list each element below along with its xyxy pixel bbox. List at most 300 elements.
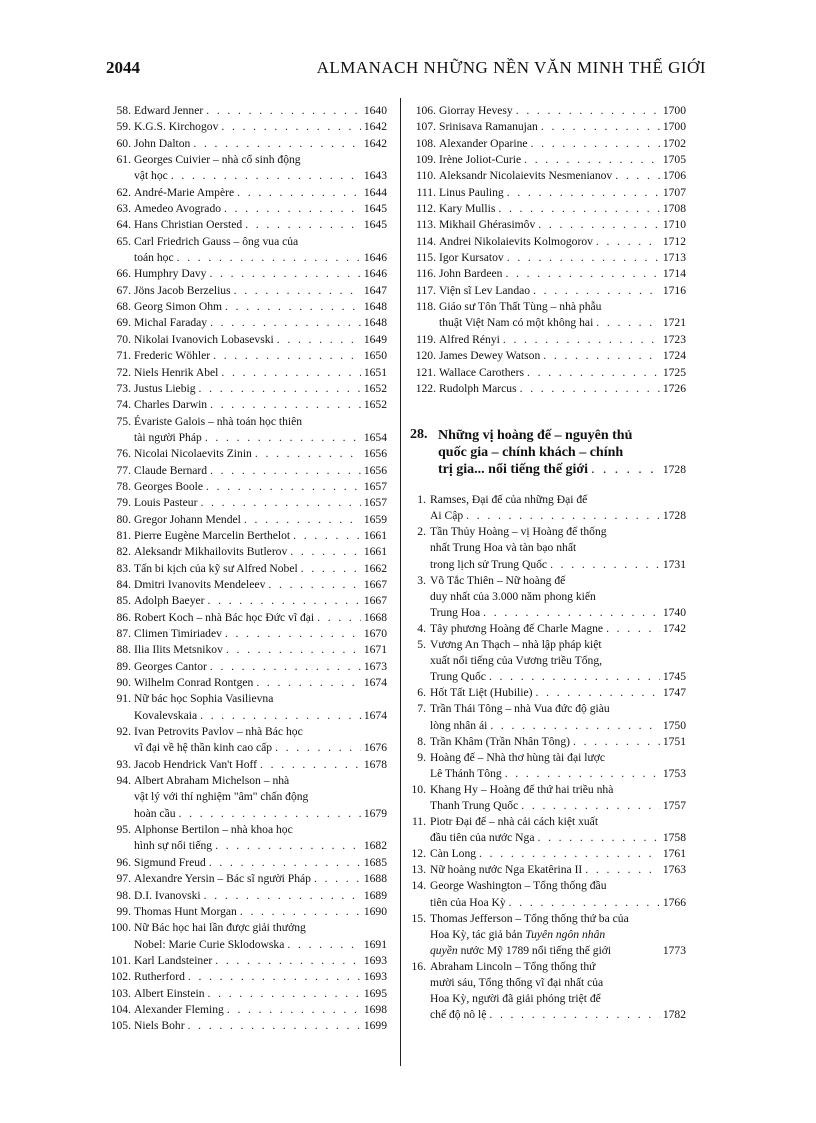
- dot-leader: [260, 757, 361, 773]
- entry-body: [134, 757, 387, 773]
- entry-line: [134, 479, 387, 495]
- page-ref: 1693: [363, 970, 387, 984]
- entry-line: [430, 557, 686, 573]
- entry-title: Niels Bohr: [134, 1019, 185, 1033]
- dot-leader: [188, 969, 361, 985]
- entry-title: Jacob Hendrick Van't Hoff: [134, 757, 258, 771]
- entry-line: [134, 1002, 387, 1018]
- page-ref: 1714: [662, 267, 686, 281]
- toc-entry: [410, 750, 686, 782]
- toc-entry: [109, 642, 387, 658]
- entry-number: 80.: [116, 512, 131, 526]
- toc-entry: [410, 332, 686, 348]
- entry-title: Nữ Bác học hai lần được giải thưởng: [134, 921, 306, 935]
- entry-number: 62.: [116, 185, 131, 199]
- entry-line: [134, 838, 387, 854]
- dot-leader: [490, 718, 660, 734]
- entry-line: [134, 675, 387, 691]
- toc-entry: [109, 234, 387, 267]
- dot-leader: [209, 855, 361, 871]
- toc-entry: [109, 348, 387, 364]
- page-ref: 1707: [662, 185, 686, 199]
- page-ref: 1647: [363, 283, 387, 297]
- entry-title: Hoàng đế – Nhà thơ hùng tài đại lược: [430, 750, 606, 764]
- entry-line: [439, 315, 686, 331]
- toc-entry: [410, 621, 686, 637]
- dot-leader: [520, 381, 660, 397]
- entry-title: lòng nhân ái: [430, 718, 488, 732]
- toc-entry: [109, 266, 387, 282]
- dot-leader: [244, 512, 361, 528]
- entry-number: 79.: [116, 496, 131, 510]
- toc-entry: [410, 299, 686, 332]
- dot-leader: [275, 740, 361, 756]
- page-ref: 1640: [363, 104, 387, 117]
- entry-line: [439, 217, 686, 233]
- page-ref: 1648: [363, 316, 387, 330]
- entry-title: Humphry Davy: [134, 267, 207, 281]
- entry-line: [134, 871, 387, 887]
- toc-entry: [410, 119, 686, 135]
- entry-body: [430, 701, 686, 733]
- entry-line: [439, 234, 686, 250]
- entry-line: [134, 381, 387, 397]
- dot-leader: [543, 348, 660, 364]
- section-title: [438, 427, 686, 478]
- dot-leader: [177, 250, 361, 266]
- entry-title: Võ Tắc Thiên – Nữ hoàng đế: [430, 573, 566, 587]
- entry-body: [134, 675, 387, 691]
- entry-title: Aleksandr Nicolaievits Nesmenianov: [439, 169, 613, 183]
- entry-body: [134, 365, 387, 381]
- entry-title: Nikolai Ivanovich Lobasevski: [134, 332, 274, 346]
- entry-body: [430, 750, 686, 782]
- dot-leader: [215, 838, 361, 854]
- entry-body: [134, 528, 387, 544]
- page-ref: 1651: [363, 365, 387, 379]
- entry-line: [430, 524, 686, 540]
- entry-line: [134, 234, 387, 250]
- entry-body: [134, 283, 387, 299]
- entry-title: K.G.S. Kirchogov: [134, 120, 219, 134]
- entry-number: 67.: [116, 283, 131, 297]
- entry-title: Nobel: Marie Curie Sklodowska: [134, 937, 285, 951]
- entry-line: [430, 508, 686, 524]
- page-ref: 1650: [363, 349, 387, 363]
- entry-number: 58.: [116, 104, 131, 117]
- entry-number: 115.: [416, 251, 436, 265]
- entry-title: vật lý với thí nghiệm "âm" chấn động: [134, 790, 309, 804]
- left-column: [109, 103, 387, 1035]
- entry-body: [439, 119, 686, 135]
- toc-entry: [410, 234, 686, 250]
- toc-entry: [109, 1002, 387, 1018]
- entry-line: [430, 540, 686, 556]
- page-ref: 1673: [363, 659, 387, 673]
- entry-body: [430, 959, 686, 1023]
- page-ref: 1705: [662, 153, 686, 167]
- entry-body: [430, 685, 686, 701]
- entry-line: [134, 577, 387, 593]
- entry-number: 60.: [116, 136, 131, 150]
- entry-body: [134, 953, 387, 969]
- dot-leader: [240, 904, 361, 920]
- entry-body: [134, 512, 387, 528]
- entry-body: [430, 492, 686, 524]
- toc-entry: [109, 659, 387, 675]
- toc-entry: [410, 911, 686, 959]
- dot-leader: [483, 605, 660, 621]
- entry-line: [134, 512, 387, 528]
- entry-title: Nữ bác học Sophia Vasilievna: [134, 692, 274, 706]
- entry-title: Rudolph Marcus: [439, 381, 517, 395]
- page-ref: 1674: [363, 676, 387, 690]
- dot-leader: [215, 953, 361, 969]
- dot-leader: [208, 593, 361, 609]
- entry-title: Kary Mullis: [439, 202, 496, 216]
- entry-line: [134, 185, 387, 201]
- toc-entry: [109, 463, 387, 479]
- entry-number: 95.: [116, 823, 131, 837]
- entry-body: [439, 234, 686, 250]
- dot-leader: [507, 185, 660, 201]
- entry-number: 109.: [415, 153, 436, 167]
- entry-title: Trung Hoa: [430, 605, 481, 619]
- toc-entry: [109, 103, 387, 119]
- toc-entry: [109, 593, 387, 609]
- toc-entry: [109, 871, 387, 887]
- page-ref: 1656: [363, 463, 387, 477]
- entry-title: Hans Christian Oersted: [134, 218, 243, 232]
- toc-entry: [109, 479, 387, 495]
- entry-line: [134, 593, 387, 609]
- dot-leader: [503, 332, 660, 348]
- toc-entry: [410, 201, 686, 217]
- entry-title: Albert Einstein: [134, 986, 205, 1000]
- entry-title: Abraham Lincoln – Tổng thống thứ: [430, 959, 596, 973]
- page-ref: 1656: [363, 447, 387, 461]
- toc-entry: [410, 814, 686, 846]
- entry-title: toán học: [134, 251, 174, 265]
- entry-number: 10.: [411, 782, 426, 796]
- entry-line: [134, 773, 387, 789]
- entry-title: Trần Khâm (Trần Nhân Tông): [430, 734, 570, 748]
- toc-entry: [410, 348, 686, 364]
- page-ref: 1728: [662, 509, 686, 523]
- entry-title: mười sáu, Tổng thống vĩ đại nhất của: [430, 976, 604, 989]
- section-title-text: quốc gia – chính khách – chính: [438, 445, 624, 461]
- entry-line: [430, 927, 686, 943]
- entry-line: [134, 789, 387, 805]
- entry-title: Thanh Trung Quốc: [430, 798, 519, 812]
- entry-body: [439, 381, 686, 397]
- entry-body: [134, 642, 387, 658]
- entry-title: Tấn bi kịch của kỹ sư Alfred Nobel: [134, 561, 298, 575]
- page-ref: 1706: [662, 169, 686, 183]
- entry-line: [134, 561, 387, 577]
- entry-line: [134, 953, 387, 969]
- entry-title: nhất Trung Hoa và tàn bạo nhất: [430, 541, 577, 555]
- entry-number: 98.: [116, 888, 131, 902]
- entry-title: tài người Pháp: [134, 430, 202, 444]
- entry-number: 3.: [417, 573, 426, 587]
- dot-leader: [596, 315, 660, 331]
- entry-body: [134, 332, 387, 348]
- page-ref: 1661: [363, 545, 387, 559]
- toc-entry: [109, 512, 387, 528]
- entry-title: Càn Long: [430, 847, 477, 861]
- entry-line: [439, 250, 686, 266]
- entry-line: [439, 332, 686, 348]
- entry-line: [134, 217, 387, 233]
- page-ref: 1690: [363, 904, 387, 918]
- page-ref: 1713: [662, 251, 686, 265]
- right-column-list: [410, 103, 686, 397]
- dot-leader: [615, 168, 660, 184]
- entry-number: 74.: [116, 398, 131, 412]
- entry-number: 121.: [415, 365, 436, 379]
- toc-entry: [109, 724, 387, 757]
- entry-line: [134, 708, 387, 724]
- entry-number: 85.: [116, 594, 131, 608]
- dot-leader: [531, 136, 660, 152]
- entry-number: 99.: [116, 904, 131, 918]
- entry-line: [134, 626, 387, 642]
- page-ref: 1667: [363, 594, 387, 608]
- page-ref: 1766: [662, 895, 686, 909]
- page-ref: 1702: [662, 136, 686, 150]
- section-title-text: trị gia... nổi tiếng thế giới: [438, 462, 589, 478]
- entry-title: Gregor Johann Mendel: [134, 512, 241, 526]
- entry-title: tiên của Hoa Kỳ: [430, 895, 506, 909]
- entry-number: 83.: [116, 561, 131, 575]
- dot-leader: [208, 986, 361, 1002]
- page-ref: 1682: [363, 839, 387, 853]
- entry-title: Trung Quốc: [430, 670, 486, 684]
- entry-number: 105.: [110, 1019, 131, 1033]
- section-heading: [410, 427, 686, 478]
- entry-body: [439, 266, 686, 282]
- page-ref: 1712: [662, 234, 686, 248]
- entry-title: Georg Simon Ohm: [134, 300, 223, 314]
- entry-number: 66.: [116, 267, 131, 281]
- toc-entry: [410, 217, 686, 233]
- entry-title: Alexander Fleming: [134, 1002, 224, 1016]
- entry-line: [134, 822, 387, 838]
- entry-line: [430, 798, 686, 814]
- toc-entry: [410, 734, 686, 750]
- entry-title: Thomas Jefferson – Tổng thống thứ ba của: [430, 911, 629, 925]
- page-ref: 1721: [662, 316, 686, 330]
- entry-body: [134, 348, 387, 364]
- entry-number: 9.: [417, 750, 426, 764]
- entry-body: [134, 1002, 387, 1018]
- entry-body: [430, 637, 686, 685]
- entry-number: 71.: [116, 349, 131, 363]
- entry-body: [430, 862, 686, 878]
- entry-body: [134, 463, 387, 479]
- dot-leader: [224, 201, 361, 217]
- entry-line: [134, 969, 387, 985]
- page-ref: 1725: [662, 365, 686, 379]
- entry-title: George Washington – Tổng thống đầu: [430, 879, 607, 893]
- entry-title: Ramses, Đại đế của những Đại đế: [430, 493, 588, 507]
- entry-number: 103.: [110, 986, 131, 1000]
- entry-line: [134, 1018, 387, 1034]
- page-ref: 1645: [363, 218, 387, 232]
- entry-title: Alphonse Bertilon – nhà khoa học: [134, 823, 293, 837]
- toc-entry: [109, 561, 387, 577]
- entry-body: [134, 446, 387, 462]
- entry-number: 5.: [417, 638, 426, 652]
- page-ref: 1642: [363, 120, 387, 134]
- page-ref: 1750: [662, 718, 686, 732]
- entry-title: chế độ nô lệ: [430, 1008, 487, 1022]
- dot-leader: [234, 283, 361, 299]
- toc-entry: [109, 822, 387, 855]
- entry-title: Edward Jenner: [134, 104, 204, 117]
- dot-leader: [507, 250, 660, 266]
- page-ref: 1646: [363, 267, 387, 281]
- toc-entry: [109, 299, 387, 315]
- dot-leader: [225, 299, 361, 315]
- dot-leader: [256, 675, 360, 691]
- entry-number: 11.: [411, 815, 426, 829]
- dot-leader: [596, 234, 660, 250]
- entry-line: [430, 750, 686, 766]
- dot-leader: [255, 446, 361, 462]
- page-ref: 1757: [662, 798, 686, 812]
- page-ref: 1726: [662, 381, 686, 395]
- entry-number: 14.: [411, 879, 426, 893]
- entry-line: [134, 152, 387, 168]
- entry-body: [439, 299, 686, 332]
- entry-title: Tần Thủy Hoàng – vị Hoàng đế thống: [430, 525, 607, 539]
- entry-body: [134, 414, 387, 447]
- entry-line: [134, 136, 387, 152]
- entry-body: [430, 734, 686, 750]
- entry-number: 65.: [116, 234, 131, 248]
- entry-title: Carl Friedrich Gauss – ông vua của: [134, 234, 299, 248]
- entry-title: Alfred Rényi: [439, 332, 500, 346]
- dot-leader: [287, 937, 360, 953]
- page-ref: 1671: [363, 643, 387, 657]
- toc-entry: [109, 888, 387, 904]
- toc-entry: [109, 315, 387, 331]
- entry-body: [134, 381, 387, 397]
- entry-title: Alexander Oparine: [439, 136, 528, 150]
- page-ref: 1648: [363, 300, 387, 314]
- entry-title: Sigmund Freud: [134, 855, 206, 869]
- entry-title: Thomas Hunt Morgan: [134, 904, 237, 918]
- toc-entry: [410, 185, 686, 201]
- entry-title: duy nhất của 3.000 năm phong kiến: [430, 589, 596, 603]
- entry-line: [134, 414, 387, 430]
- entry-line: [430, 492, 686, 508]
- entry-line: [134, 283, 387, 299]
- entry-title: vật học: [134, 169, 168, 183]
- entry-number: 4.: [417, 621, 426, 635]
- entry-number: 16.: [411, 959, 426, 973]
- page-ref: 1699: [363, 1019, 387, 1033]
- entry-title: Charles Darwin: [134, 398, 208, 412]
- dot-leader: [591, 461, 660, 478]
- entry-title: Justus Liebig: [134, 381, 196, 395]
- toc-entry: [109, 152, 387, 185]
- entry-number: 114.: [416, 234, 436, 248]
- entry-title: Trần Thái Tông – nhà Vua đức độ giàu: [430, 702, 610, 716]
- page-ref: 1659: [363, 512, 387, 526]
- toc-entry: [109, 381, 387, 397]
- entry-title: Alexandre Yersin – Bác sĩ người Pháp: [134, 872, 311, 886]
- entry-number: 8.: [417, 734, 426, 748]
- entry-line: [134, 365, 387, 381]
- entry-body: [134, 103, 387, 119]
- entry-line: [430, 878, 686, 894]
- entry-body: [134, 659, 387, 675]
- entry-title: đầu tiên của nước Nga: [430, 831, 535, 845]
- entry-number: 12.: [411, 847, 426, 861]
- toc-entry: [410, 381, 686, 397]
- dot-leader: [210, 463, 361, 479]
- entry-line: [134, 855, 387, 871]
- dot-leader: [524, 152, 660, 168]
- entry-title: Dmitri Ivanovits Mendeleev: [134, 577, 266, 591]
- toc-entry: [410, 701, 686, 733]
- page-ref: 1652: [363, 381, 387, 395]
- entry-line: [430, 637, 686, 653]
- toc-entry: [109, 626, 387, 642]
- dot-leader: [509, 895, 660, 911]
- entry-line: [430, 862, 686, 878]
- page-ref: 1685: [363, 855, 387, 869]
- entry-title: hoàn cầu: [134, 806, 176, 820]
- entry-line: [134, 986, 387, 1002]
- page-ref: 1678: [363, 757, 387, 771]
- entry-line: [134, 724, 387, 740]
- toc-entry: [109, 528, 387, 544]
- page-ref: 1644: [363, 185, 387, 199]
- entry-line: [134, 348, 387, 364]
- entry-line: [134, 201, 387, 217]
- page-ref: 1645: [363, 202, 387, 216]
- entry-number: 112.: [416, 202, 436, 216]
- page-ref: 1657: [363, 496, 387, 510]
- entry-title: quyền nước Mỹ 1789 nổi tiếng thế giới: [430, 943, 612, 957]
- entry-number: 94.: [116, 774, 131, 788]
- entry-body: [430, 878, 686, 910]
- dot-leader: [210, 397, 361, 413]
- toc-entry: [410, 266, 686, 282]
- entry-title: Lê Thánh Tông: [430, 766, 502, 780]
- section-number: 28.: [410, 427, 428, 443]
- dot-leader: [268, 577, 360, 593]
- entry-body: [430, 814, 686, 846]
- toc-entry: [109, 365, 387, 381]
- page-ref: 1674: [363, 708, 387, 722]
- entry-title: Kovalevskaia: [134, 708, 198, 722]
- entry-body: [134, 986, 387, 1002]
- entry-number: 110.: [416, 169, 436, 183]
- entry-line: [430, 911, 686, 927]
- dot-leader: [521, 798, 660, 814]
- entry-title: thuật Việt Nam có một không hai: [439, 316, 594, 330]
- page-ref: 1723: [662, 332, 686, 346]
- toc-entry: [109, 119, 387, 135]
- entry-number: 86.: [116, 610, 131, 624]
- dot-leader: [200, 708, 361, 724]
- entry-line: [430, 718, 686, 734]
